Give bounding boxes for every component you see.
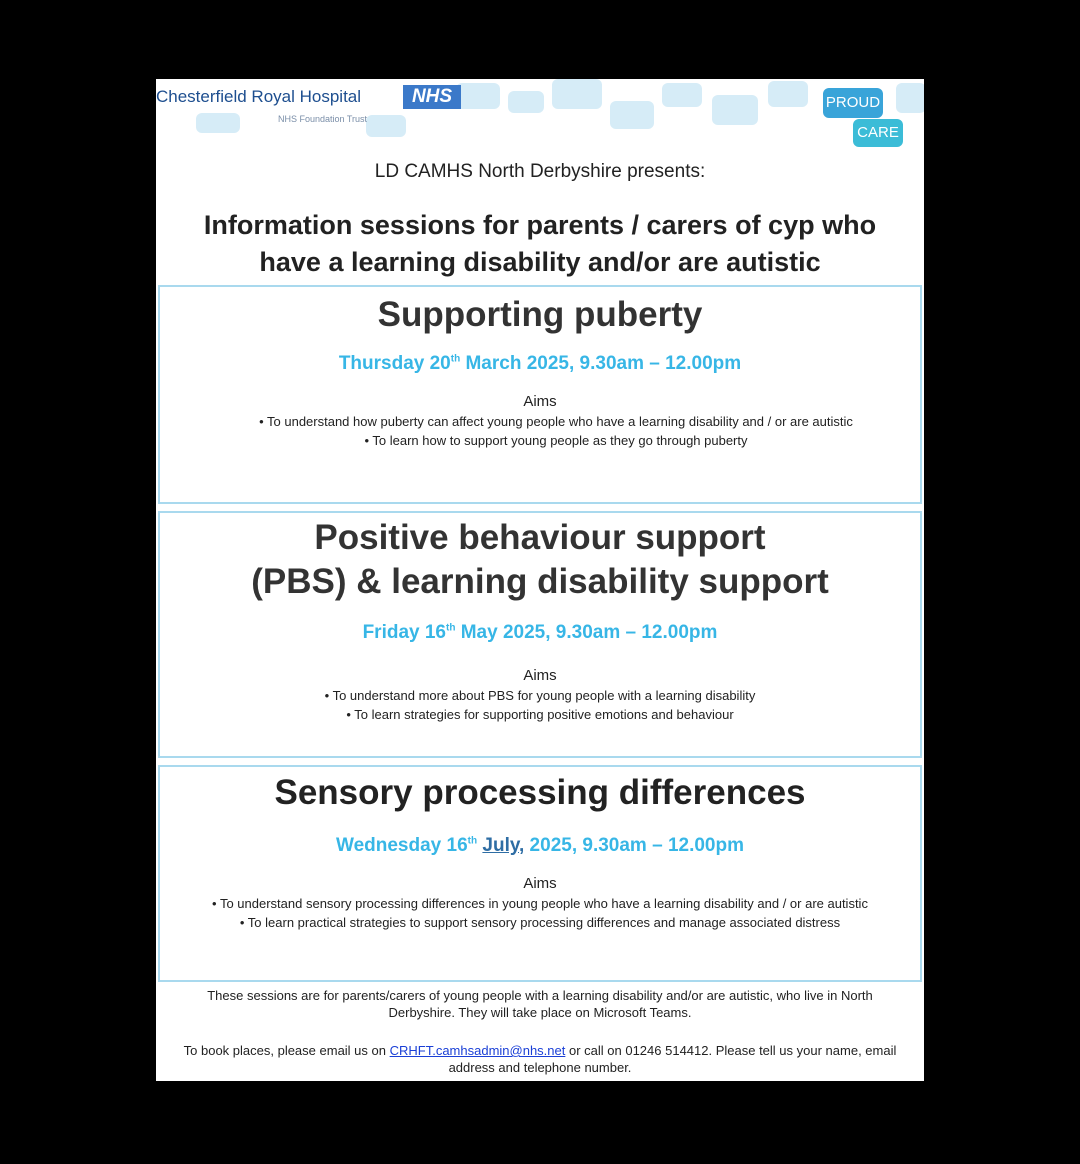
decorative-bubble [366,115,406,137]
proud-badge: PROUD [823,88,883,118]
list-item: • To understand sensory processing differences in young people who have a learning disability and / or are autistic [212,896,868,911]
session-box-sensory [158,765,922,982]
decorative-bubble [508,91,544,113]
list-item: • To learn how to support young people as they go through puberty [364,433,748,448]
decorative-bubble [712,95,758,125]
session-date: Thursday 20th March 2025, 9.30am – 12.00pm [338,353,742,374]
aims-list [160,687,920,723]
decorative-bubble [662,83,702,107]
email-link[interactable]: CRHFT.camhsadmin@nhs.net [389,1043,566,1058]
aims-list [160,895,920,931]
trust-subtitle: NHS Foundation Trust [278,114,368,124]
decorative-bubble [610,101,654,129]
main-title-line: have a learning disability and/or are autistic [259,247,821,277]
session-box-puberty [158,285,922,504]
presents-line: LD CAMHS North Derbyshire presents: [374,161,706,182]
decorative-bubble [552,79,602,109]
care-badge: CARE [853,119,903,147]
header-banner [156,79,924,151]
session-date: Wednesday 16th July, 2025, 9.30am – 12.00pm [336,835,744,856]
decorative-bubble [896,83,924,113]
main-title [156,207,924,281]
main-title-line: Information sessions for parents / carers of cyp who [203,210,877,240]
aims-list [160,413,920,449]
session-title: Sensory processing differences [274,773,806,812]
session-date: Friday 16th May 2025, 9.30am – 12.00pm [362,622,718,643]
list-item: • To learn practical strategies to support sensory processing differences and manage associated distress [239,915,841,930]
list-item: • To understand how puberty can affect young people who have a learning disability and / or are autistic [259,414,853,429]
booking-info: To book places, please email us on CRHFT.camhsadmin@nhs.net or call on 01246 514412. Please tell us your name, email address and telephone number. [183,1043,897,1075]
session-box-pbs [158,511,922,758]
decorative-bubble [456,83,500,109]
decorative-bubble [196,113,240,133]
session-title: Positive behaviour support (PBS) & learning disability support [251,518,829,601]
list-item: • To learn strategies for supporting positive emotions and behaviour [346,707,734,722]
list-item: • To understand more about PBS for young people with a learning disability [324,688,756,703]
nhs-logo: NHS [403,85,461,109]
hospital-name: Chesterfield Royal Hospital [156,87,362,106]
aims-label: Aims [523,875,557,892]
footer-info: These sessions are for parents/carers of young people with a learning disability and/or are autistic, who live in North Derbyshire. They will take place on Microsoft Teams. [207,988,873,1020]
flyer-page [156,79,924,1081]
session-title: Supporting puberty [377,295,703,334]
aims-label: Aims [523,393,557,410]
decorative-bubble [768,81,808,107]
aims-label: Aims [523,667,557,684]
